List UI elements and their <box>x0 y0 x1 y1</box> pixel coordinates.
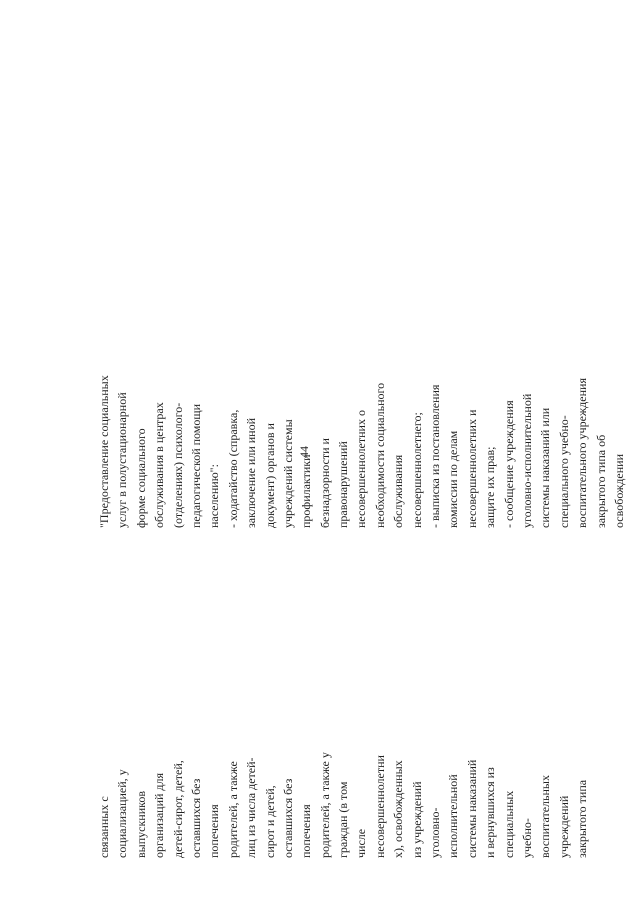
text-line: обслуживания в центрах <box>152 402 167 528</box>
text-line: несовершеннолетних о <box>354 410 369 528</box>
text-line: из учреждений <box>409 781 424 858</box>
text-line: воспитательных <box>538 775 553 858</box>
text-line: граждан (в том <box>336 781 351 858</box>
text-line: специального учебно- <box>556 415 571 528</box>
text-line: учреждений <box>556 795 571 858</box>
text-line: сирот и детей, <box>262 785 277 858</box>
text-line: специальных <box>501 790 516 858</box>
text-line: закрытого типа <box>575 779 590 858</box>
text-line: обслуживания <box>391 454 406 528</box>
left-column-text <box>95 752 592 858</box>
text-line: несовершеннолетних и <box>464 409 479 528</box>
text-line: педагогической помощи <box>188 403 203 528</box>
text-line: несовершеннолетнего; <box>409 412 424 528</box>
text-line: правонарушений <box>336 441 351 528</box>
text-line: числе <box>354 828 369 858</box>
text-line: документ) органов и <box>262 423 277 528</box>
text-line: уголовно-исполнительной <box>519 393 534 528</box>
text-line: форме социального <box>133 428 148 528</box>
text-line: (отделениях) психолого- <box>170 402 185 528</box>
right-column-text <box>95 375 628 528</box>
text-line: заключение или иной <box>244 417 259 528</box>
text-line: и вернувшихся из <box>483 767 498 858</box>
text-line: воспитательного учреждения <box>575 378 590 528</box>
text-line: населению": <box>207 464 222 528</box>
text-line: выпускников <box>133 790 148 858</box>
text-line: несовершеннолетни <box>372 755 387 858</box>
page-number: 44 <box>297 446 311 458</box>
text-line: учебно- <box>519 818 534 858</box>
text-line: - ходатайство (справка, <box>225 409 240 528</box>
text-line: родителей, а также у <box>317 752 332 858</box>
text-line: социализацией, у <box>115 769 130 858</box>
text-line: освобождении <box>611 453 626 528</box>
text-line: связанных с <box>97 796 111 858</box>
text-line: детей-сирот, детей, <box>170 760 185 858</box>
text-line: родителей, а также <box>225 761 240 858</box>
text-line: профилактики <box>299 454 314 528</box>
text-line: - выписка из постановления <box>428 384 443 528</box>
text-line: исполнительной <box>446 774 461 858</box>
text-line: оставшихся без <box>188 778 203 858</box>
text-line: "Предоставление социальных <box>97 375 111 528</box>
text-line: необходимости социального <box>372 382 387 528</box>
text-line: закрытого типа об <box>593 434 608 528</box>
text-line: системы наказаний или <box>538 407 553 528</box>
text-line: оставшихся без <box>280 778 295 858</box>
text-line: уголовно- <box>428 807 443 858</box>
text-line: услуг в полустационарной <box>115 392 130 528</box>
text-line: попечения <box>207 804 222 858</box>
text-line: - сообщение учреждения <box>501 400 516 528</box>
text-line: защите их прав; <box>483 446 498 528</box>
text-line: безнадзорности и <box>317 438 332 528</box>
text-line: лиц из числа детей- <box>244 757 259 858</box>
text-line: комиссии по делам <box>446 430 461 528</box>
text-line: системы наказаний <box>464 759 479 858</box>
text-line: попечения <box>299 804 314 858</box>
text-line: организаций для <box>152 772 167 858</box>
text-line: учреждений системы <box>280 419 295 528</box>
text-line: х), освобожденных <box>391 760 406 858</box>
